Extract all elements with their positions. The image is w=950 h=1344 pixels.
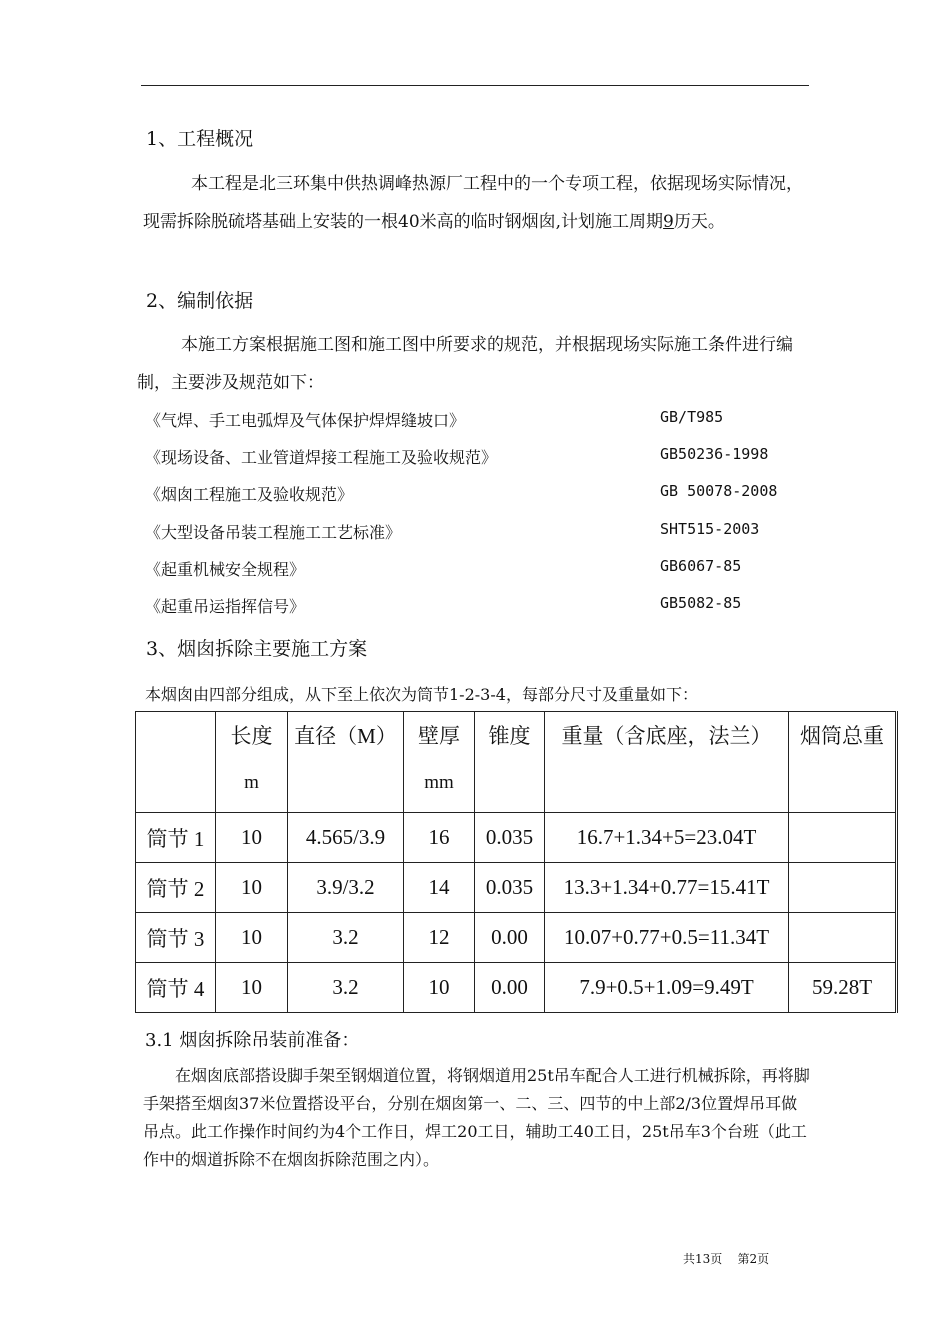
table-header-cell	[288, 712, 404, 813]
table-cell	[789, 913, 897, 963]
table-cell: 4.565/3.9	[288, 813, 404, 863]
table-header-cell	[475, 712, 545, 813]
table-header-row	[136, 712, 897, 813]
section-3-intro: 本烟囱由四部分组成，从下至上依次为筒节1-2-3-4，每部分尺寸及重量如下：	[145, 685, 698, 704]
reference-code: GB5082-85	[660, 594, 742, 612]
table-cell: 0.035	[475, 863, 545, 913]
page-footer	[683, 1250, 769, 1267]
table-cell: 3.2	[288, 913, 404, 963]
table-cell: 10	[216, 863, 288, 913]
table-header-cell	[545, 712, 789, 813]
table-cell: 0.00	[475, 913, 545, 963]
table-cell: 10	[216, 913, 288, 963]
table-cell: 筒节 4	[136, 963, 216, 1013]
reference-code: GB 50078-2008	[660, 482, 778, 500]
reference-item	[145, 445, 805, 475]
header-label: 重量（含底座，法兰）	[561, 724, 772, 748]
table-cell: 12	[404, 913, 475, 963]
section-2-heading: 2、编制依据	[146, 290, 254, 312]
section-1-text-a: 本工程是北三环集中供热调峰热源厂工程中的一个专项工程，依据现场实际情况，现需拆除脱硫塔基础上安装的一根40米高的临时钢烟囱,计划施工周期	[143, 174, 803, 232]
table-row	[136, 863, 897, 913]
reference-item	[145, 482, 805, 512]
reference-name: 《起重机械安全规程》	[145, 560, 306, 579]
reference-name: 《气焊、手工电弧焊及气体保护焊焊缝坡口》	[145, 411, 466, 430]
header-unit: m	[244, 772, 259, 793]
table-row	[136, 963, 897, 1013]
reference-name: 《现场设备、工业管道焊接工程施工及验收规范》	[145, 448, 498, 467]
table-cell: 筒节 3	[136, 913, 216, 963]
table-cell	[789, 813, 897, 863]
table-header-cell	[404, 712, 475, 813]
section-1-text-b: 历天。	[673, 212, 725, 232]
table-cell: 10.07+0.77+0.5=11.34T	[545, 913, 789, 963]
table-cell: 0.00	[475, 963, 545, 1013]
table-cell: 10	[404, 963, 475, 1013]
table-cell: 筒节 2	[136, 863, 216, 913]
header-unit: mm	[424, 772, 454, 793]
table-header-cell	[136, 712, 216, 813]
section-2-paragraph	[137, 326, 811, 402]
header-label: 直径（M）	[294, 724, 397, 748]
table-row	[136, 813, 897, 863]
table-cell: 3.2	[288, 963, 404, 1013]
table-cell: 16	[404, 813, 475, 863]
section-3-1-heading: 3.1 烟囱拆除吊装前准备：	[145, 1030, 360, 1051]
section-3-1-paragraph	[143, 1062, 811, 1174]
reference-code: GB/T985	[660, 408, 724, 426]
table-cell: 10	[216, 813, 288, 863]
table-cell: 7.9+0.5+1.09=9.49T	[545, 963, 789, 1013]
reference-item	[145, 408, 805, 438]
reference-item	[145, 520, 805, 550]
reference-code: GB6067-85	[660, 557, 742, 575]
section-3-heading: 3、烟囱拆除主要施工方案	[146, 638, 368, 660]
table-header-cell	[789, 712, 897, 813]
table-cell	[789, 863, 897, 913]
table-header-cell	[216, 712, 288, 813]
reference-code: SHT515-2003	[660, 520, 760, 538]
section-1-heading: 1、工程概况	[146, 128, 254, 150]
section-1-paragraph	[143, 165, 811, 241]
reference-item	[145, 594, 805, 624]
reference-item	[145, 557, 805, 587]
reference-name: 《起重吊运指挥信号》	[145, 597, 306, 616]
table-cell: 0.035	[475, 813, 545, 863]
table-cell: 16.7+1.34+5=23.04T	[545, 813, 789, 863]
reference-name: 《烟囱工程施工及验收规范》	[145, 485, 354, 504]
table-cell: 10	[216, 963, 288, 1013]
chimney-spec-table	[135, 711, 898, 1013]
total-pages: 共13页	[683, 1252, 723, 1266]
current-page: 第2页	[737, 1252, 770, 1266]
header-label: 锥度	[488, 724, 531, 748]
section-3-1-text: 在烟囱底部搭设脚手架至钢烟道位置，将钢烟道用25t吊车配合人工进行机械拆除，再将脚手架搭至烟囱37米位置搭设平台，分别在烟囱第一、二、三、四节的中上部2/3位置焊吊耳做吊点。此工作操作时间约为4个工作日，焊工20工日，辅助工40工日，25t吊车3个台班（此工作中的烟道拆除不在烟囱拆除范围之内）。	[143, 1066, 810, 1169]
reference-name: 《大型设备吊装工程施工工艺标准》	[145, 523, 402, 542]
duration-days: 9	[663, 212, 674, 232]
table-cell: 筒节 1	[136, 813, 216, 863]
section-2-text: 本施工方案根据施工图和施工图中所要求的规范，并根据现场实际施工条件进行编制，主要涉及规范如下：	[137, 335, 793, 393]
header-label: 壁厚	[418, 724, 460, 748]
table-cell: 3.9/3.2	[288, 863, 404, 913]
header-rule	[141, 85, 809, 86]
table-cell: 14	[404, 863, 475, 913]
header-label: 长度	[230, 724, 273, 748]
reference-code: GB50236-1998	[660, 445, 769, 463]
table-cell: 13.3+1.34+0.77=15.41T	[545, 863, 789, 913]
header-label: 烟筒总重	[800, 724, 884, 748]
table-cell: 59.28T	[789, 963, 897, 1013]
table-row	[136, 913, 897, 963]
